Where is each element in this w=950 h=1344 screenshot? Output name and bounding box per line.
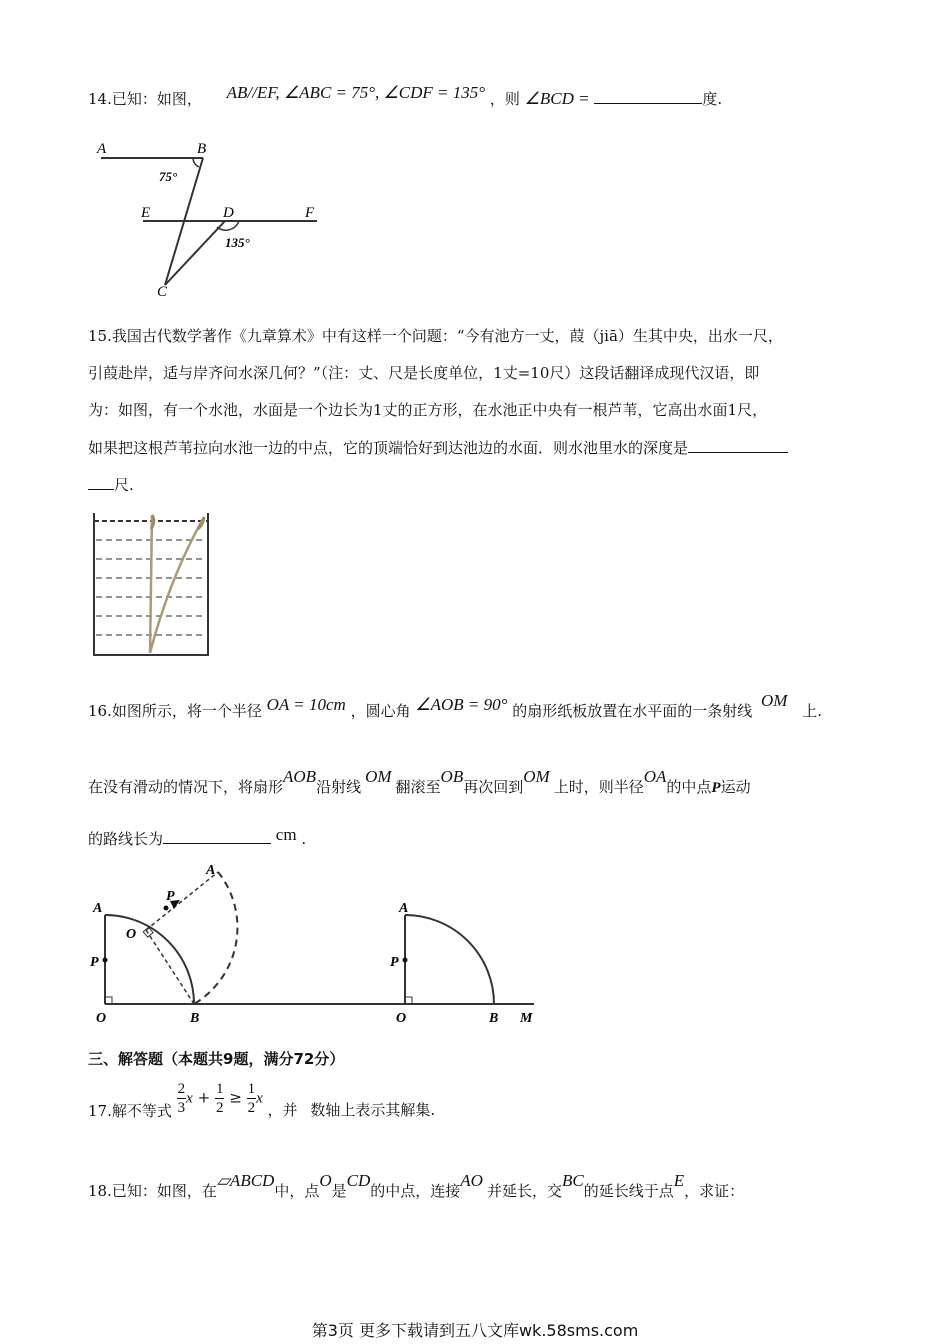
q16-fig-M: M [520, 1011, 533, 1026]
q17-prefix: 17.解不等式 [88, 1102, 172, 1120]
q16-l2b: 沿射线 [316, 778, 362, 796]
q14-suffix: 度. [702, 90, 723, 108]
q16-fig-O-rolled: O [126, 927, 137, 942]
q14-label-135: 135° [225, 235, 250, 250]
q15-line-1: 15.我国古代数学著作《九章算术》中有这样一个问题：“今有池方一丈，葭（jiā）生其中央，出水一尺， [88, 327, 783, 345]
q17-mid: ，并 [267, 1100, 298, 1119]
q14-label-75: 75° [159, 169, 178, 184]
q16-l2g: 运动 [720, 778, 751, 796]
q17-suffix: 数轴上表示其解集. [310, 1100, 436, 1119]
q18-g: ，求证： [684, 1182, 745, 1200]
q16-line-2 [88, 767, 751, 797]
q16-l3b: . [301, 830, 307, 848]
q16-l3a: 的路线长为 [88, 830, 164, 848]
page-footer: 第3页 更多下载请到五八文库wk.58sms.com [311, 1321, 639, 1340]
q18-para: ▱ABCD [216, 1171, 275, 1190]
q16-fig-B-right: B [489, 1011, 499, 1026]
q16-l2e: 上时，则半径 [553, 778, 644, 796]
q17-d2: 2 [215, 1100, 224, 1116]
q16-fig-A-right: A [399, 901, 409, 916]
q14-figure [95, 135, 335, 300]
q17-d1: 3 [177, 1100, 186, 1116]
q17-x1: x [186, 1090, 193, 1107]
q16-fig-P-right: P [390, 955, 399, 970]
q14-prefix: 14.已知：如图， [88, 90, 202, 108]
q16-l2f: 的中点 [666, 778, 712, 796]
section-3-heading: 三、解答题（本题共9题，满分72分） [88, 1050, 345, 1068]
q18-O: O [319, 1171, 332, 1190]
q16-line-1 [88, 691, 823, 721]
q16-angle: ∠AOB = 90° [415, 695, 508, 714]
q14-label-A: A [97, 141, 107, 157]
q18-line [88, 1171, 745, 1201]
q16-OM-1: OM [761, 691, 788, 710]
q17-ge: ≥ [229, 1088, 242, 1107]
q14-label-E: E [141, 205, 151, 221]
q18-BC: BC [561, 1171, 584, 1190]
q18-AO: AO [460, 1171, 483, 1190]
q16-l1b: ，圆心角 [350, 702, 411, 720]
q14-label-C: C [157, 284, 168, 300]
q14-mid: ，则 [489, 90, 520, 108]
q14-label-D: D [223, 205, 234, 221]
q16-fig-A-left: A [93, 901, 103, 916]
q18-E: E [673, 1171, 685, 1190]
q16-OM-2: OM [365, 767, 392, 786]
q16-answer-blank[interactable] [163, 829, 271, 844]
q15-suffix: 尺. [114, 476, 134, 494]
q15-line-4 [88, 437, 788, 458]
q16-radius: OA = 10cm [266, 695, 346, 714]
q16-line-3 [88, 825, 307, 849]
q16-figure [88, 860, 543, 1030]
q17-x2: x [256, 1090, 263, 1107]
q15-line-5 [88, 474, 134, 495]
q15-answer-blank[interactable] [688, 438, 788, 453]
q14-line [88, 83, 723, 109]
q16-l2d: 再次回到 [463, 778, 524, 796]
q17-d3: 2 [247, 1100, 256, 1116]
q18-f: 的延长线于点 [583, 1182, 674, 1200]
q16-fig-P-rolled: P [166, 889, 175, 904]
q16-fig-O-left: O [96, 1011, 107, 1026]
q16-fig-A-rolled: A [206, 863, 216, 878]
q17-line [88, 1080, 436, 1120]
q14-formula: AB//EF, ∠ABC = 75°, ∠CDF = 135° [226, 83, 486, 102]
q16-l1c: 的扇形纸板放置在水平面的一条射线 [512, 702, 753, 720]
q17-plus: + [197, 1088, 211, 1107]
q15-line-3: 为：如图，有一个水池，水面是一个边长为1丈的正方形，在水池正中央有一根芦苇，它高出水面1尺， [88, 401, 768, 419]
q14-label-F: F [305, 205, 315, 221]
q16-OB: OB [440, 767, 464, 786]
q16-fig-P-left: P [90, 955, 99, 970]
q17-frac-2 [215, 1080, 225, 1117]
q18-a: 18.已知：如图，在 [88, 1182, 217, 1200]
q18-c: 是 [331, 1182, 347, 1200]
q16-l1d: 上. [802, 702, 823, 720]
q16-l1a: 16.如图所示，将一个半径 [88, 702, 262, 720]
q18-CD: CD [346, 1171, 371, 1190]
q14-answer-blank[interactable] [594, 89, 702, 104]
q15-answer-blank-cont[interactable] [88, 475, 114, 490]
q16-unit: cm [275, 825, 297, 844]
q17-frac-3 [247, 1080, 257, 1117]
q15-line-2: 引葭赴岸，适与岸齐问水深几何？”（注：丈、尺是长度单位，1丈=10尺）这段话翻译成现代汉语，即 [88, 364, 760, 382]
q17-n3: 1 [247, 1081, 256, 1097]
q18-d: 的中点，连接 [370, 1182, 461, 1200]
q16-fig-O-right: O [396, 1011, 407, 1026]
q15-pool-figure [90, 507, 215, 659]
q16-OM-3: OM [523, 767, 550, 786]
q14-label-B: B [197, 141, 207, 157]
q16-l2a: 在没有滑动的情况下，将扇形 [88, 778, 284, 796]
q18-b: 中，点 [274, 1182, 320, 1200]
q16-fig-B-left: B [190, 1011, 200, 1026]
q15-line-4-text: 如果把这根芦苇拉向水池一边的中点，它的顶端恰好到达池边的水面．则水池里水的深度是 [88, 439, 689, 457]
q16-OA: OA [643, 767, 667, 786]
q16-AOB: AOB [283, 767, 317, 786]
q18-e: 并延长，交 [486, 1182, 562, 1200]
q17-n1: 2 [177, 1081, 186, 1097]
q14-ask: ∠BCD = [524, 89, 590, 108]
q16-P: P [711, 780, 721, 796]
q16-l2c: 翻滚至 [395, 778, 441, 796]
q17-n2: 1 [215, 1081, 224, 1097]
q17-frac-1 [177, 1080, 187, 1117]
